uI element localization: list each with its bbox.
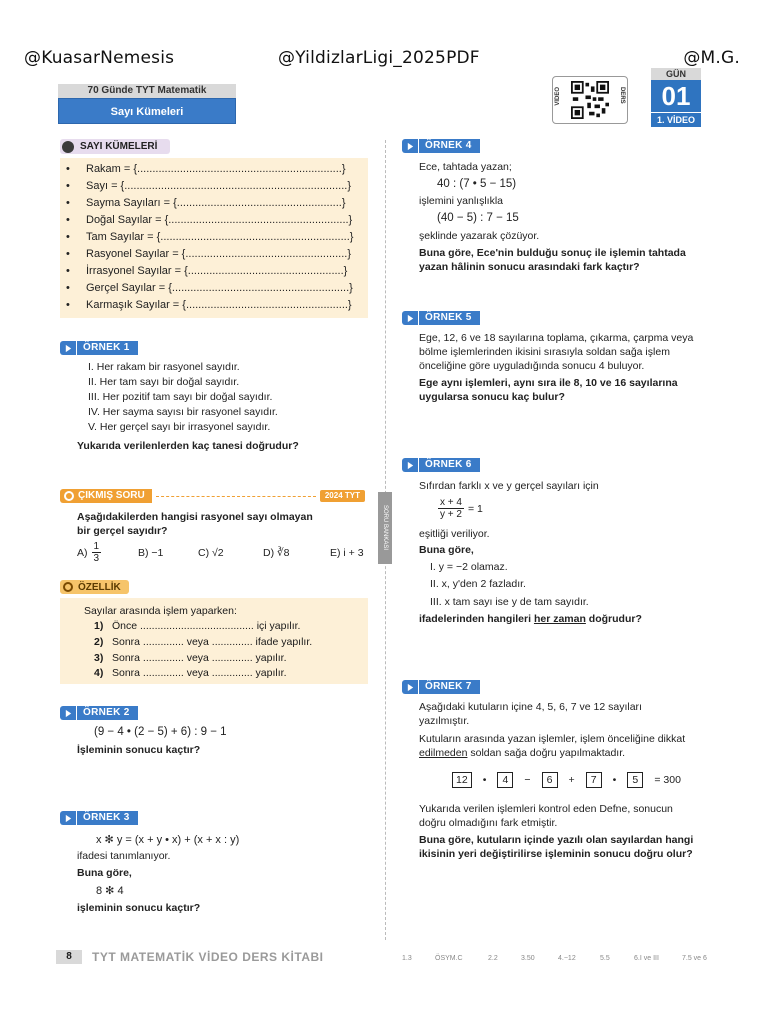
text-line: eşitliği veriliyor. xyxy=(419,528,490,540)
section-bullet-icon xyxy=(62,141,74,153)
statement: V. Her gerçel sayı bir irrasyonel sayıdır. xyxy=(88,421,271,433)
list-item: • Doğal Sayılar = {...........................................................} xyxy=(66,214,353,226)
qr-right-label: DERS xyxy=(619,87,625,104)
answer-key-item: 4.−12 xyxy=(558,955,576,962)
question: Aşağıdakilerden hangisi rasyonel sayı olmayan xyxy=(77,511,313,523)
qr-icon xyxy=(569,81,611,119)
expression: (9 − 4 • (2 − 5) + 6) : 9 − 1 xyxy=(94,726,227,738)
text-line: Aşağıdaki kutuların içine 4, 5, 6, 7 ve 12 sayıları xyxy=(419,701,642,713)
statement: I. Her rakam bir rasyonel sayıdır. xyxy=(88,361,240,373)
cikmis-label: ÇIKMIŞ SORU xyxy=(78,490,145,501)
page-header xyxy=(58,84,236,124)
text-line: doğru olmadığını fark etmiştir. xyxy=(419,817,558,829)
video-qr-code[interactable] xyxy=(552,76,628,124)
expression: 40 : (7 • 5 − 15) xyxy=(437,178,517,190)
play-icon[interactable] xyxy=(60,811,76,825)
ornek-1-heading xyxy=(60,341,138,355)
watermark-right: @M.G. xyxy=(683,48,740,68)
box-expression xyxy=(452,772,681,788)
ornek-5-label: ÖRNEK 5 xyxy=(419,311,480,325)
text-line: bölme işlemlerinden ikisini sırasıyla soldan sağa işlem xyxy=(419,346,670,358)
text-line: Buna göre, xyxy=(419,544,474,556)
day-label: GÜN xyxy=(651,68,701,80)
text-line: ifadesi tanımlanıyor. xyxy=(77,850,171,862)
page-number: 8 xyxy=(56,950,82,964)
question: Buna göre, kutuların içinde yazılı olan sayılardan hangi xyxy=(419,834,694,846)
statement: II. Her tam sayı bir doğal sayıdır. xyxy=(88,376,240,388)
ozellik-label: ÖZELLİK xyxy=(78,581,121,593)
ornek-3-heading xyxy=(60,811,138,825)
footer-title: TYT MATEMATİK VİDEO DERS KİTABI xyxy=(92,950,324,964)
number-box: 4 xyxy=(497,772,513,788)
answer-key-item: 7.5 ve 6 xyxy=(682,955,707,962)
list-item: • Gerçel Sayılar = {..........................................................} xyxy=(66,282,353,294)
question: ikisinin yeri değiştirilirse işleminin sonucu doğru olur? xyxy=(419,848,693,860)
number-box: 12 xyxy=(452,772,472,788)
operator: • xyxy=(612,774,617,786)
side-tag: SORU BANKASI xyxy=(378,492,392,564)
text-line: yazılmıştır. xyxy=(419,715,470,727)
operator: + xyxy=(568,774,575,786)
option-b[interactable]: B) −1 xyxy=(138,547,164,559)
text-line: önceliğine göre uyguladığında sonucu 4 buluyor. xyxy=(419,360,645,372)
operator: − xyxy=(524,774,531,786)
sayi-kumeleri-heading xyxy=(60,139,170,154)
list-item: • Sayı = {.........................................................................} xyxy=(66,180,351,192)
sayi-kumeleri-title: SAYI KÜMELERİ xyxy=(80,141,158,152)
answer-key-item: 5.5 xyxy=(600,955,610,962)
ornek-2-heading xyxy=(60,706,138,720)
option-a[interactable]: A) $\frac{1}{3}$ xyxy=(77,541,100,564)
number-box: 7 xyxy=(586,772,602,788)
year-badge: 2024 TYT xyxy=(320,490,365,502)
play-icon[interactable] xyxy=(60,341,76,355)
answer-key-item: 2.2 xyxy=(488,955,498,962)
list-item: • Sayma Sayıları = {......................................................} xyxy=(66,197,346,209)
answer-key-item: 6.I ve III xyxy=(634,955,659,962)
ornek-6-heading xyxy=(402,458,480,472)
statement: II. x, y'den 2 fazladır. xyxy=(430,578,526,590)
question: uygularsa sonucu kaç bulur? xyxy=(419,391,565,403)
number-box: 5 xyxy=(627,772,643,788)
answer-key-item: 1.3 xyxy=(402,955,412,962)
text-line: şeklinde yazarak çözüyor. xyxy=(419,230,540,242)
ozellik-step: 1) Önce ....................................... içi yapılır. xyxy=(94,620,301,632)
question: ifadelerinden hangileri her zaman doğrudur? xyxy=(419,613,642,625)
day-number: 01 xyxy=(651,80,701,112)
text-line: edilmeden soldan sağa doğru yapılmaktadır. xyxy=(419,747,626,759)
ozellik-heading xyxy=(60,580,129,594)
statement: III. x tam sayı ise y de tam sayıdır. xyxy=(430,596,589,608)
text-line: Ece, tahtada yazan; xyxy=(419,161,512,173)
option-e[interactable]: E) i + 3 xyxy=(330,547,364,559)
ornek-6-label: ÖRNEK 6 xyxy=(419,458,480,472)
question: yazan hâlinin sonucu arasındaki fark kaçtır? xyxy=(419,261,640,273)
ornek-4-heading xyxy=(402,139,480,153)
question: Yukarıda verilenlerden kaç tanesi doğrudur? xyxy=(77,440,299,452)
question: bir gerçel sayıdır? xyxy=(77,525,168,537)
play-icon[interactable] xyxy=(402,458,418,472)
question: Ege aynı işlemleri, aynı sıra ile 8, 10 ve 16 sayılarına xyxy=(419,377,678,389)
day-badge xyxy=(651,68,701,127)
option-d[interactable]: D) ∛8 xyxy=(263,547,290,559)
play-icon[interactable] xyxy=(402,311,418,325)
ozellik-intro: Sayılar arasında işlem yaparken: xyxy=(84,605,237,617)
option-c[interactable]: C) √2 xyxy=(198,547,224,559)
magnifier-icon xyxy=(63,582,73,592)
expression: (40 − 5) : 7 − 15 xyxy=(437,212,519,224)
ornek-3-label: ÖRNEK 3 xyxy=(77,811,138,825)
fraction-equation: $\frac{x + 4}{y + 2}$ = 1 xyxy=(440,497,483,520)
play-icon[interactable] xyxy=(402,680,418,694)
ornek-7-heading xyxy=(402,680,480,694)
list-item: • Tam Sayılar = {..............................................................} xyxy=(66,231,354,243)
text-line: Kutuların arasında yazan işlemler, işlem önceliğine dikkat xyxy=(419,733,686,745)
text-line: Sıfırdan farklı x ve y gerçel sayıları için xyxy=(419,480,599,492)
question: işleminin sonucu kaçtır? xyxy=(77,902,201,914)
number-box: 6 xyxy=(542,772,558,788)
list-item: • İrrasyonel Sayılar = {...................................................} xyxy=(66,265,348,277)
answer-key-item: 3.50 xyxy=(521,955,535,962)
ozellik-box xyxy=(60,598,368,684)
list-item: • Rakam = {...................................................................} xyxy=(66,163,346,175)
text-line: Yukarıda verilen işlemleri kontrol eden Defne, sonucun xyxy=(419,803,673,815)
cikmis-soru-heading xyxy=(60,489,365,503)
ornek-1-label: ÖRNEK 1 xyxy=(77,341,138,355)
watermark-left: @KuasarNemesis xyxy=(24,48,175,68)
list-item: • Karmaşık Sayılar = {.....................................................} xyxy=(66,299,352,311)
topic-title: Sayı Kümeleri xyxy=(58,98,236,124)
ornek-4-label: ÖRNEK 4 xyxy=(419,139,480,153)
statement: III. Her pozitif tam sayı bir doğal sayıdır. xyxy=(88,391,273,403)
dashed-divider xyxy=(156,496,316,497)
text-line: işlemini yanlışlıkla xyxy=(419,195,504,207)
operator: • xyxy=(482,774,487,786)
ozellik-step: 2) Sonra .............. veya .............. ifade yapılır. xyxy=(94,636,313,648)
result: = 300 xyxy=(654,774,681,786)
video-number: 1. VİDEO xyxy=(651,113,701,127)
statement: I. y = −2 olamaz. xyxy=(430,561,508,573)
play-icon[interactable] xyxy=(402,139,418,153)
ornek-7-label: ÖRNEK 7 xyxy=(419,680,480,694)
ozellik-step: 4) Sonra .............. veya .............. yapılır. xyxy=(94,667,287,679)
question: Buna göre, Ece'nin bulduğu sonuç ile işlemin tahtada xyxy=(419,247,686,259)
text-line: Ege, 12, 6 ve 18 sayılarına toplama, çıkarma, çarpma veya xyxy=(419,332,694,344)
expression: 8 ✻ 4 xyxy=(96,885,124,897)
play-icon[interactable] xyxy=(60,706,76,720)
book-title: 70 Günde TYT Matematik xyxy=(58,84,236,98)
ornek-5-heading xyxy=(402,311,480,325)
expression: x ✻ y = (x + y • x) + (x + x : y) xyxy=(96,834,240,846)
clock-icon xyxy=(64,491,74,501)
sayi-kumeleri-box xyxy=(60,158,368,318)
question: İşleminin sonucu kaçtır? xyxy=(77,744,201,756)
list-item: • Rasyonel Sayılar = {.....................................................} xyxy=(66,248,352,260)
answer-key-item: ÖSYM.C xyxy=(435,955,463,962)
ornek-2-label: ÖRNEK 2 xyxy=(77,706,138,720)
watermark-center: @YildizlarLigi_2025PDF xyxy=(278,48,480,68)
ozellik-step: 3) Sonra .............. veya .............. yapılır. xyxy=(94,652,287,664)
text-line: Buna göre, xyxy=(77,867,132,879)
qr-left-label: VİDEO xyxy=(555,87,561,106)
statement: IV. Her sayma sayısı bir rasyonel sayıdır. xyxy=(88,406,278,418)
